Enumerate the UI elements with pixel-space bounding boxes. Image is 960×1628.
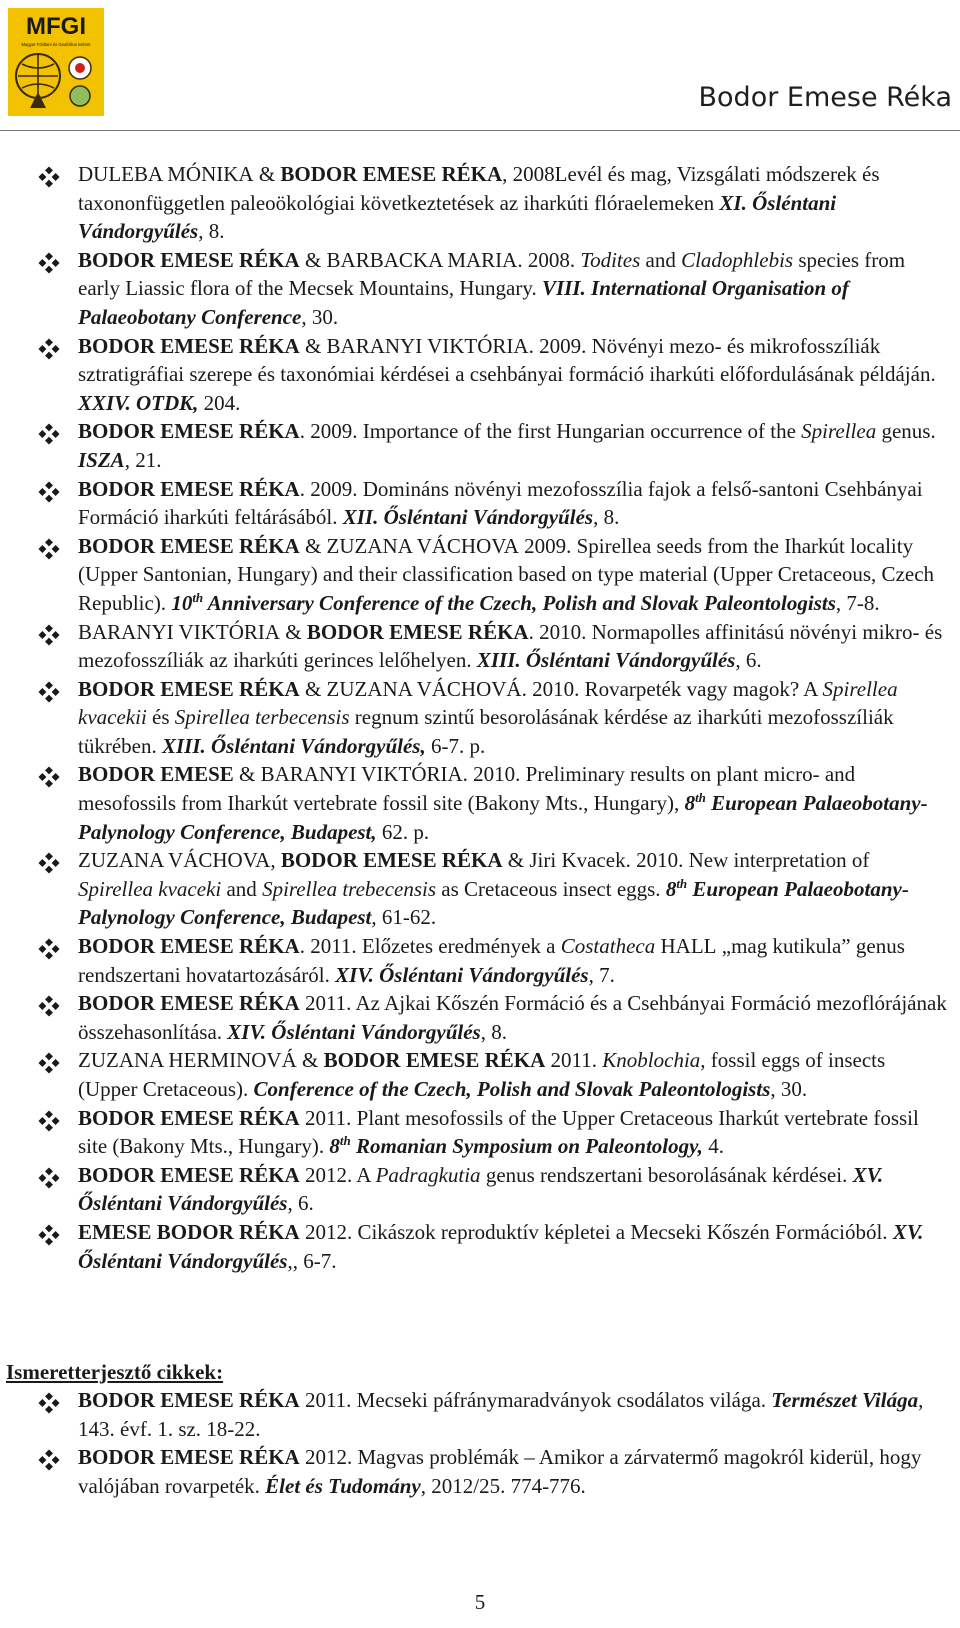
citation-text: European Palaeobotany-Palynology Conference, Budapest [78, 876, 909, 930]
list-item [78, 932, 948, 989]
citation-text: 2011. Az Ajkai Kőszén Formáció és a Csehbányai Formáció mezoflórájának összehasonlítása. [78, 991, 947, 1044]
citation-text: , 21. [124, 447, 162, 472]
citation-text: , 8. [198, 219, 225, 244]
citation-text: BODOR EMESE RÉKA [78, 1388, 300, 1412]
logo-text: MFGI [26, 13, 86, 40]
citation-text: , 8. [480, 1019, 507, 1044]
citation-text: BODOR EMESE RÉKA [280, 162, 503, 186]
citation-text: Padragkutia [375, 1162, 481, 1187]
citation-text: & [233, 762, 261, 787]
citation-text: Knoblochia [602, 1048, 701, 1073]
citation-text: , fossil eggs of insects (Upper Cretaceous). [78, 1048, 886, 1101]
page-number: 5 [474, 1590, 486, 1614]
header-divider [0, 130, 960, 131]
citation-text: ZUZANA VÁCHOVÁ [326, 676, 522, 701]
citation-text: XV. Ősléntani Vándorgyűlés [78, 1219, 924, 1273]
citation-text: Todites [580, 247, 641, 272]
citation-text: th [192, 589, 204, 605]
citation-text: , 8. [593, 505, 620, 530]
citation-text: BODOR EMESE RÉKA [78, 247, 300, 272]
citation-text: BARANYI VIKTÓRIA [78, 619, 281, 644]
citation-text: . 2010. Rovarpeték vagy magok? A [521, 676, 823, 701]
diamond-bullet-icon [38, 423, 60, 445]
list-item [78, 1386, 948, 1443]
citation-text: HALL [660, 934, 717, 959]
citation-text: XXIV. OTDK, [78, 390, 199, 415]
citation-text: BODOR EMESE RÉKA [78, 991, 300, 1016]
citation-text: XII. Ősléntani Vándorgyűlés [342, 505, 594, 530]
citation-text: . 2009. Domináns növényi mezofosszília fajok a felső-santoni Csehbányai Formáció iharkúti feltárásából. [78, 476, 923, 530]
citation-text: , 6. [735, 648, 762, 673]
citation-text: & [299, 676, 327, 701]
citation-text: Természet Világa [771, 1388, 919, 1412]
list-item [78, 846, 948, 932]
citation-text: 2011. Mecseki páfránymaradványok csodálatos világa. [299, 1388, 772, 1412]
diamond-bullet-icon [38, 681, 60, 703]
citation-text: Conference of the Czech, Polish and Slovak Paleontologists [253, 1077, 771, 1101]
list-item [78, 532, 948, 618]
diamond-bullet-icon [38, 252, 60, 274]
citation-text: 204. [198, 390, 241, 415]
section-title-popular: Ismeretterjesztő cikkek: [6, 1360, 224, 1384]
citation-text: és [146, 705, 175, 730]
citation-text: , 30. [770, 1077, 808, 1101]
citation-text: 62. p. [376, 819, 430, 844]
citation-text: genus rendszertani besorolásának kérdései. [480, 1162, 853, 1187]
citation-text: , 143. évf. 1. sz. 18-22. [78, 1388, 924, 1441]
citation-text: . 2010. Normapolles affinitású növényi mikro- és mezofosszíliák az iharkúti gerinces lelőhelyen. [78, 619, 943, 673]
citation-text: BODOR EMESE RÉKA [306, 619, 529, 644]
citation-text: XI. Ősléntani Vándorgyűlés [78, 190, 837, 244]
list-item [78, 989, 948, 1046]
list-item [78, 618, 948, 675]
citation-text: regnum szintű besorolásának kérdése az iharkúti mezofosszíliák tükrében. [78, 705, 894, 758]
citation-text: BARBACKA MARIA [326, 247, 518, 272]
citation-text: th [676, 875, 688, 891]
citation-text: 2011. Plant mesofossils of the Upper Cretaceous Iharkút vertebrate fossil site (Bakony Mts., Hungary). [78, 1105, 919, 1159]
citation-text: & [299, 533, 327, 558]
diamond-bullet-icon [38, 166, 60, 188]
citation-text: 2012. Magvas problémák – Amikor a zárvatermő magokról kiderül, hogy valójában rovarpeték. [78, 1445, 922, 1498]
list-item [78, 332, 948, 418]
citation-text: . 2009. Importance of the first Hungarian occurrence of the [299, 419, 802, 444]
citation-text: and [221, 876, 263, 901]
citation-text: species from early Liassic flora of the Mecsek Mountains, Hungary. [78, 247, 906, 301]
citation-text: , 30. [301, 304, 339, 329]
citation-text: BODOR EMESE RÉKA [78, 1162, 300, 1187]
citation-text: th [695, 790, 706, 806]
list-item [78, 160, 948, 246]
citation-text: ZUZANA VÁCHOVA [326, 533, 519, 558]
citation-text: Élet és Tudomány [265, 1473, 421, 1498]
citation-text: , 6. [287, 1191, 314, 1216]
list-item [78, 1161, 948, 1218]
citation-text: , 7-8. [835, 590, 880, 615]
citation-text: . 2011. Előzetes eredmények a [299, 934, 561, 959]
citation-text: 8 [665, 876, 677, 901]
publication-list [78, 160, 948, 1275]
diamond-bullet-icon [38, 995, 60, 1017]
citation-text: , 61-62. [371, 905, 437, 930]
citation-text: , 7. [588, 962, 615, 987]
citation-text: and [640, 247, 682, 272]
citation-text: ISZA [78, 447, 125, 472]
citation-text: BODOR EMESE RÉKA [78, 1445, 300, 1470]
citation-text: & Jiri Kvacek. 2010. New interpretation of [502, 848, 870, 873]
list-item [78, 417, 948, 474]
diamond-bullet-icon [38, 338, 60, 360]
citation-text: ZUZANA HERMINOVÁ [78, 1048, 297, 1073]
citation-text: & [296, 1048, 324, 1073]
diamond-bullet-icon [38, 1052, 60, 1074]
citation-text: BODOR EMESE RÉKA [78, 333, 300, 358]
citation-text: Spirellea terbecensis [174, 705, 350, 730]
citation-text: Cladophlebis [681, 247, 794, 272]
citation-text: 8 [329, 1134, 340, 1159]
list-item [78, 246, 948, 332]
citation-text: XIV. Ősléntani Vándorgyűlés [335, 962, 589, 987]
citation-text: & [299, 333, 327, 358]
list-item [78, 1218, 948, 1275]
diamond-bullet-icon [38, 938, 60, 960]
citation-text: & [299, 247, 327, 272]
logo-caption: Magyar Földtani és Geofizikai Intézet [21, 42, 91, 47]
diamond-bullet-icon [38, 624, 60, 646]
diamond-bullet-icon [38, 1110, 60, 1132]
list-item [78, 475, 948, 532]
diamond-bullet-icon [38, 1392, 60, 1414]
citation-text: BODOR EMESE RÉKA [78, 934, 300, 959]
citation-text: genus. [876, 419, 936, 444]
citation-text: ,, 6-7. [287, 1248, 337, 1273]
citation-text: as Cretaceous insect eggs. [436, 876, 666, 901]
citation-text: BODOR EMESE RÉKA [78, 1105, 300, 1130]
citation-text: , 2012/25. 774-776. [420, 1473, 586, 1498]
citation-text: BODOR EMESE [78, 762, 234, 787]
citation-text: BODOR EMESE RÉKA [280, 848, 503, 873]
citation-text: EMESE BODOR RÉKA [78, 1219, 300, 1244]
citation-text: Romanian Symposium on Paleontology, [350, 1134, 703, 1159]
citation-text: BODOR EMESE RÉKA [323, 1048, 546, 1073]
citation-text: 2012. A [299, 1162, 376, 1187]
citation-text: XIV. Ősléntani Vándorgyűlés [227, 1019, 481, 1044]
citation-text: 2009. Spirellea seeds from the Iharkút locality (Upper Santonian, Hungary) and their classification based on type material (Upper Cretaceous, Czech Republic). [78, 533, 935, 615]
citation-text: European Palaeobotany-Palynology Conference, Budapest, [78, 791, 928, 844]
list-item [78, 1443, 948, 1500]
citation-text: 4. [702, 1134, 724, 1159]
citation-text: Spirellea kvaceki [78, 876, 222, 901]
list-item [78, 760, 948, 846]
citation-text: Spirellea trebecensis [262, 876, 437, 901]
diamond-bullet-icon [38, 538, 60, 560]
citation-text: ZUZANA VÁCHOVA [78, 848, 271, 873]
citation-text: BARANYI VIKTÓRIA [260, 762, 463, 787]
citation-text: BODOR EMESE RÉKA [78, 533, 300, 558]
list-item [78, 675, 948, 761]
citation-text: BARANYI VIKTÓRIA [326, 333, 529, 358]
header-author-name: Bodor Emese Réka [698, 82, 952, 113]
popular-articles-list [78, 1386, 948, 1500]
list-item [78, 1046, 948, 1103]
citation-text: VIII. International Organisation of Palaeobotany Conference [78, 276, 849, 329]
citation-text: 6-7. p. [425, 733, 486, 758]
citation-text: . 2009. Növényi mezo- és mikrofosszíliák sztratigráfiai szerepe és taxonómiai kérdései a csehbányai formáció iharkúti előfordulásának példáján. [78, 333, 936, 387]
citation-text: Spirellea [801, 419, 877, 444]
citation-text: „mag kutikula” genus rendszertani hovatartozásáról. [78, 934, 905, 987]
citation-text: XIII. Ősléntani Vándorgyűlés [476, 648, 736, 673]
citation-text: 10 [171, 590, 193, 615]
citation-text: DULEBA MÓNIKA [78, 162, 254, 186]
citation-text: BODOR EMESE RÉKA [78, 676, 300, 701]
citation-text: , 2008Levél és mag, Vizsgálati módszerek és taxononfüggetlen paleoökológiai következtetések az iharkúti flóraelemeken [78, 162, 880, 215]
citation-text: & [253, 162, 281, 186]
citation-text: Costatheca [560, 934, 656, 959]
citation-text: 2012. Cikászok reproduktív képletei a Mecseki Kőszén Formációból. [299, 1219, 893, 1244]
diamond-bullet-icon [38, 481, 60, 503]
citation-text: Anniversary Conference of the Czech, Polish and Slovak Paleontologists [203, 590, 836, 615]
citation-text: Spirellea kvacekii [78, 676, 898, 730]
citation-text: . 2010. Preliminary results on plant micro- and mesofossils from Iharkút vertebrate fossil site (Bakony Mts., Hungary), [78, 762, 856, 816]
diamond-bullet-icon [38, 766, 60, 788]
citation-text: 2011. [545, 1048, 603, 1073]
citation-text: . 2008. [517, 247, 581, 272]
diamond-bullet-icon [38, 1167, 60, 1189]
citation-text: BODOR EMESE RÉKA [78, 476, 300, 501]
diamond-bullet-icon [38, 1224, 60, 1246]
list-item [78, 1104, 948, 1161]
citation-text: 8 [684, 791, 696, 816]
citation-text: th [339, 1133, 351, 1149]
citation-text: & [280, 619, 307, 644]
citation-text: XIII. Ősléntani Vándorgyűlés, [161, 733, 426, 758]
diamond-bullet-icon [38, 1449, 60, 1471]
citation-text: XV. Ősléntani Vándorgyűlés [78, 1162, 884, 1216]
mfgi-logo [8, 8, 104, 116]
citation-text: , [270, 848, 281, 873]
citation-text: BODOR EMESE RÉKA [78, 419, 300, 444]
diamond-bullet-icon [38, 852, 60, 874]
